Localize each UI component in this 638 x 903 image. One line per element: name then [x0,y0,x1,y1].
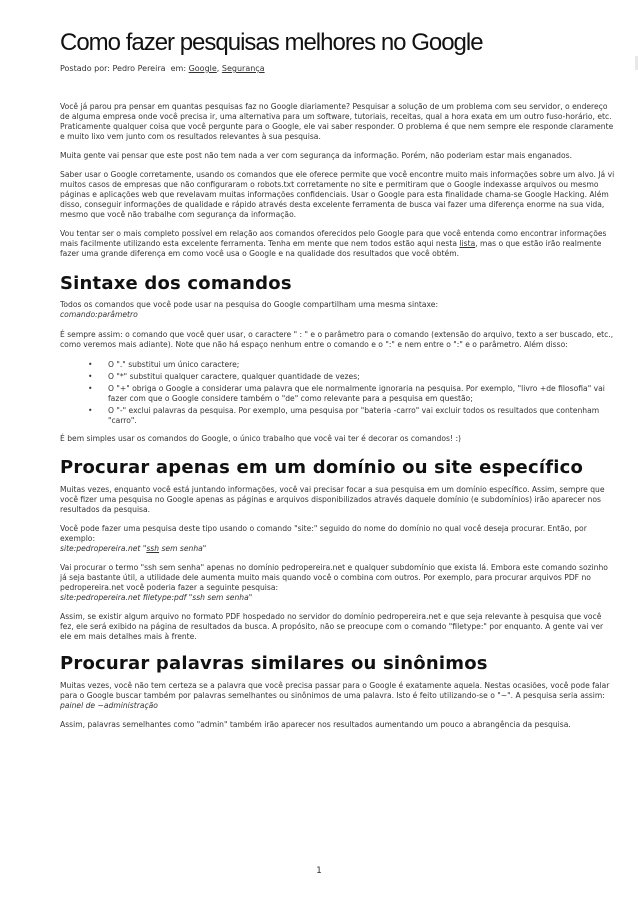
example-text: site:pedropereira.net " [60,544,147,553]
sinonimos-paragraph-2: Assim, palavras semelhantes como "admin" também irão aparecer nos resultados aumentando um pouco a abrangência da pesquisa. [60,720,571,729]
dominio-example-1 [60,544,616,554]
sinonimos-example: painel de ~administração [60,701,158,710]
list-item-text: O "." substitui um único caractere; [108,360,240,369]
page-title: Como fazer pesquisas melhores no Google [60,29,483,56]
list-item [88,372,616,382]
intro-p4-text-end: , mas o que estão irão realmente fazer uma grande diferença em como você usa o Google e na qualidade dos resultados que você obtém. [60,239,602,258]
intro-paragraph-3: Saber usar o Google corretamente, usando os comandos que ele oferece permite que você encontre muito mais informações sobre um alvo. Já vi muitos casos de empresas que não configuraram o robots.txt corretamente no site e permitiram que o Google indexasse arquivos ou mesmo páginas e aplicações web que revelavam muitas informações confidenciais. Usar o Google para esta finalidade chama-se Google Hacking. Além disso, conseguir informações de qualidade e rápido através desta excelente ferramenta de busca vai fazer uma diferença enorme na sua vida, mesmo que você não trabalhe com segurança da informação. [60,170,615,219]
bullet-icon: • [88,406,93,415]
dominio-paragraph-1: Muitas vezes, enquanto você está juntando informações, você vai precisar focar a sua pesquisa em um domínio específico. Assim, sempre que você fizer uma pesquisa no Google apenas as páginas e arquivos disponibilizados através daquele domínio (e subdomínios) irão aparecer nos resultados da pesquisa. [60,485,605,514]
list-item [88,406,616,426]
section-heading-dominio: Procurar apenas em um domínio ou site específico [60,457,584,478]
document-page [60,28,616,730]
posted-by: Postado por: Pedro Pereira [60,64,166,73]
category-separator: , [216,64,220,73]
bullet-icon: • [88,372,93,381]
dominio-paragraph-3: Vai procurar o termo "ssh sem senha" apenas no domínio pedropereira.net e qualquer subdomínio que exista lá. Embora este comando sozinho já seja bastante útil, a utilidade dele aumenta muito mais quando você o combina com outros. Por exemplo, para procurar arquivos PDF no pedropereira.net você poderia fazer a seguinte pesquisa: [60,563,608,592]
intro-paragraph-1: Você já parou pra pensar em quantas pesquisas faz no Google diariamente? Pesquisar a solução de um problema com seu servidor, o endereço de alguma empresa onde você precisa ir, uma alternativa para um software, tutoriais, receitas, qual a hora exata em um outro fuso-horário, etc. Praticamente qualquer coisa que você pergunte para o Google, ele vai saber responder. O problema é que nem sempre ele responde claramente e muito lixo vem junto com os resultados relevantes à sua pesquisa. [60,102,614,141]
page-number: 1 [316,866,322,876]
list-item [88,384,616,404]
post-meta [60,63,616,74]
dominio-paragraph-2: Você pode fazer uma pesquisa deste tipo usando o comando "site:" seguido do nome do domínio no qual você deseja procurar. Então, por exemplo: [60,524,587,543]
in-label: em: [170,64,187,73]
intro-paragraph-4 [60,229,616,259]
example-text-end: sem senha" [159,544,207,553]
sintaxe-example: comando:parâmetro [60,310,138,319]
sintaxe-paragraph-2: É sempre assim: o comando que você quer usar, o caractere " : " e o parâmetro para o comando (extensão do arquivo, texto a ser buscado, etc., como veremos mais adiante). Note que não há espaço nenhum entre o comando e o ":" e nem entre o ":" e o parâmetro. Além disso: [60,330,614,349]
sintaxe-paragraph-1: Todos os comandos que você pode usar na pesquisa do Google compartilham uma mesma sintaxe: [60,300,439,309]
list-item-text: O "-" exclui palavras da pesquisa. Por exemplo, uma pesquisa por "bateria -carro" vai excluir todos os resultados que contenham "carro". [108,406,600,425]
bullet-icon: • [88,384,93,393]
section-heading-sinonimos: Procurar palavras similares ou sinônimos [60,653,488,674]
category-link-google[interactable]: Google [188,64,217,73]
intro-paragraph-2: Muita gente vai pensar que este post não tem nada a ver com segurança da informação. Porém, não poderiam estar mais enganados. [60,151,572,160]
list-item-text: O "+" obriga o Google a considerar uma palavra que ele normalmente ignoraria na pesquisa. Por exemplo, "livro +de filosofia" vai fazer com que o Google considere também o "de" como relevante para a pesquisa em questão; [108,384,605,403]
category-link-seguranca[interactable]: Segurança [221,64,265,73]
list-item [88,360,616,370]
dominio-paragraph-4: Assim, se existir algum arquivo no formato PDF hospedado no servidor do domínio pedropereira.net e que seja relevante à pesquisa que você fez, ele será exibido na página de resultados da busca. A propósito, não se preocupe com o comando "filetype:" por enquanto. A gente vai ver ele em mais detalhes mais à frente. [60,612,604,641]
section-heading-sintaxe: Sintaxe dos comandos [60,273,292,294]
intro-p4-text: Vou tentar ser o mais completo possível em relação aos comandos oferecidos pelo Google para que você entenda como encontrar informações mais facilmente utilizando esta excelente ferramenta. Tenha em mente que nem todos estão aqui nesta [60,229,607,248]
dominio-example-2: site:pedropereira.net filetype:pdf "ssh sem senha" [60,593,253,602]
syntax-bullet-list [60,360,616,426]
sintaxe-paragraph-3: É bem simples usar os comandos do Google, o único trabalho que você vai ter é decorar os comandos! :) [60,434,461,443]
ssh-link[interactable]: ssh [146,544,160,553]
list-item-text: O "*" substitui qualquer caractere, qualquer quantidade de vezes; [108,372,360,381]
lista-link[interactable]: lista [459,239,476,248]
bullet-icon: • [88,360,93,369]
sinonimos-paragraph-1: Muitas vezes, você não tem certeza se a palavra que você precisa passar para o Google é exatamente aquela. Nestas ocasiões, você pode falar para o Google buscar também por palavras semelhantes ou sinônimos de uma palavra. Isto é feito utilizando-se o "~". A pesquisa seria assim: [60,681,610,700]
